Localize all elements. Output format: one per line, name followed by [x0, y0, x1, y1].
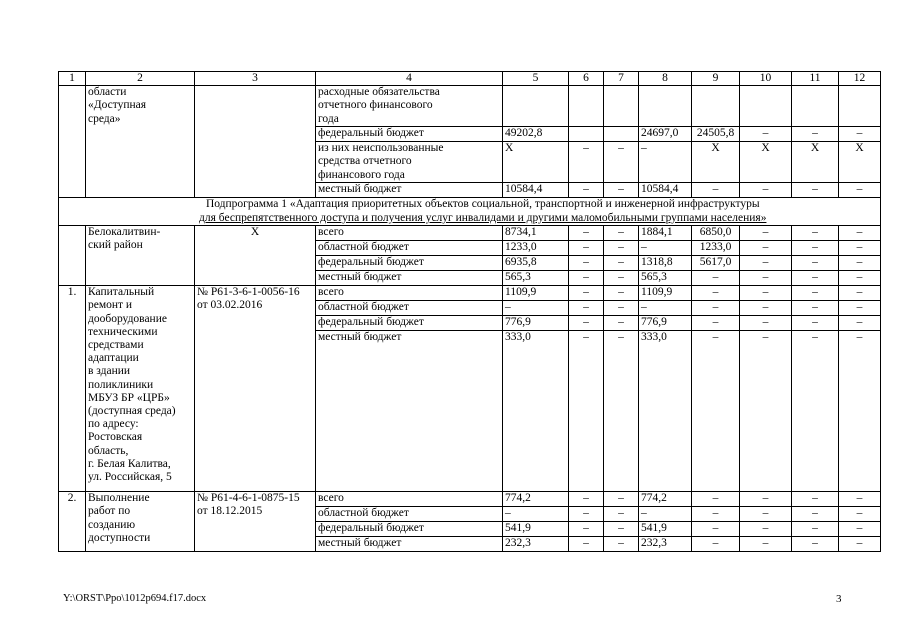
- table-cell: [59, 226, 86, 286]
- budget-description: областной бюджет: [316, 507, 503, 522]
- program-name-cell: [86, 86, 195, 198]
- item-name-line: Выполнение: [88, 492, 150, 505]
- value-cell: –: [839, 331, 881, 492]
- item-name-line: доступности: [88, 531, 151, 544]
- value-cell: [639, 86, 692, 127]
- value-cell: –: [839, 286, 881, 301]
- value-cell: 10584,4: [503, 183, 569, 198]
- subprogram-title-line: для беспрепятственного доступа и получения услуг инвалидами и другими маломобильными группами населения»: [199, 211, 767, 224]
- table-cell: [195, 86, 316, 198]
- district-name-line: ский район: [88, 239, 143, 252]
- header-cell: 8: [639, 72, 692, 86]
- value-cell: 49202,8: [503, 127, 569, 142]
- header-cell: 11: [792, 72, 839, 86]
- value-cell: –: [740, 507, 792, 522]
- value-cell: 565,3: [639, 271, 692, 286]
- item-doc-line: № Р61-3-6-1-0056-16: [197, 286, 300, 299]
- table-row: [59, 492, 881, 507]
- value-cell: –: [569, 331, 604, 492]
- header-cell: 3: [195, 72, 316, 86]
- table-row: [59, 86, 881, 127]
- value-cell: –: [503, 301, 569, 316]
- value-cell: 565,3: [503, 271, 569, 286]
- value-cell: –: [839, 241, 881, 256]
- value-cell: 1884,1: [639, 226, 692, 241]
- value-cell: –: [639, 301, 692, 316]
- value-cell: –: [692, 301, 740, 316]
- item-name-line: средствами: [88, 339, 144, 352]
- value-cell: –: [604, 492, 639, 507]
- subprogram-title: [86, 198, 881, 226]
- description-line: средства отчетного: [318, 155, 412, 168]
- value-cell: –: [639, 241, 692, 256]
- value-cell: –: [792, 286, 839, 301]
- table-cell: [59, 86, 86, 198]
- value-cell: 776,9: [639, 316, 692, 331]
- value-cell: –: [692, 492, 740, 507]
- table-row: [59, 286, 881, 301]
- value-cell: –: [740, 522, 792, 537]
- description-line: года: [318, 112, 339, 125]
- value-cell: –: [604, 286, 639, 301]
- table-row: [59, 226, 881, 241]
- value-cell: –: [604, 301, 639, 316]
- value-cell: 24505,8: [692, 127, 740, 142]
- header-cell: 5: [503, 72, 569, 86]
- budget-description: местный бюджет: [316, 271, 503, 286]
- value-cell: 776,9: [503, 316, 569, 331]
- value-cell: 232,3: [639, 537, 692, 552]
- item-name-line: по адресу:: [88, 418, 139, 431]
- value-cell: 541,9: [503, 522, 569, 537]
- item-name-line: адаптации: [88, 352, 139, 365]
- budget-description: областной бюджет: [316, 301, 503, 316]
- item-name-line: техническими: [88, 325, 158, 338]
- item-name-line: область,: [88, 444, 129, 457]
- item-name-line: Ростовская: [88, 431, 143, 444]
- item-doc-line: от 18.12.2015: [197, 505, 263, 518]
- budget-description: федеральный бюджет: [316, 316, 503, 331]
- item-name-line: работ по: [88, 505, 131, 518]
- value-cell: –: [792, 507, 839, 522]
- value-cell: [604, 86, 639, 127]
- value-cell: –: [604, 522, 639, 537]
- item-doc-cell: [195, 492, 316, 552]
- table-body: [59, 72, 881, 552]
- value-cell: –: [569, 226, 604, 241]
- header-cell: 12: [839, 72, 881, 86]
- item-name-line: Капитальный: [88, 286, 155, 299]
- header-cell: 1: [59, 72, 86, 86]
- value-cell: –: [839, 256, 881, 271]
- value-cell: –: [569, 316, 604, 331]
- item-number: 1.: [59, 286, 86, 492]
- value-cell: 333,0: [639, 331, 692, 492]
- value-cell: –: [569, 507, 604, 522]
- footer-file-path: Y:\ORST\Ppo\1012p694.f17.docx: [63, 593, 207, 604]
- value-cell: –: [792, 331, 839, 492]
- value-cell: –: [692, 537, 740, 552]
- value-cell: –: [692, 271, 740, 286]
- value-cell: –: [839, 507, 881, 522]
- value-cell: –: [740, 492, 792, 507]
- header-cell: 2: [86, 72, 195, 86]
- value-cell: –: [839, 301, 881, 316]
- district-name-line: Белокалитвин-: [88, 226, 161, 239]
- header-cell: 10: [740, 72, 792, 86]
- value-cell: –: [639, 507, 692, 522]
- budget-description: областной бюджет: [316, 241, 503, 256]
- value-cell: –: [604, 142, 639, 183]
- budget-description: всего: [316, 492, 503, 507]
- value-cell: –: [692, 316, 740, 331]
- value-cell: –: [569, 183, 604, 198]
- value-cell: X: [503, 142, 569, 183]
- item-name-line: г. Белая Калитва,: [88, 457, 171, 470]
- value-cell: –: [740, 286, 792, 301]
- value-cell: –: [740, 316, 792, 331]
- budget-description: федеральный бюджет: [316, 522, 503, 537]
- value-cell: –: [503, 507, 569, 522]
- budget-description: [316, 183, 503, 198]
- value-cell: 1233,0: [692, 241, 740, 256]
- budget-description: всего: [316, 226, 503, 241]
- value-cell: X: [692, 142, 740, 183]
- value-cell: –: [569, 522, 604, 537]
- item-name-line: ремонт и: [88, 299, 133, 312]
- value-cell: –: [604, 316, 639, 331]
- budget-description: всего: [316, 286, 503, 301]
- value-cell: 8734,1: [503, 226, 569, 241]
- value-cell: 774,2: [503, 492, 569, 507]
- value-cell: –: [740, 241, 792, 256]
- value-cell: –: [639, 142, 692, 183]
- value-cell: 541,9: [639, 522, 692, 537]
- budget-description: [316, 142, 503, 183]
- item-name-line: поликлиники: [88, 378, 154, 391]
- budget-description: [316, 86, 503, 127]
- budget-description: местный бюджет: [316, 537, 503, 552]
- value-cell: –: [604, 271, 639, 286]
- value-cell: –: [604, 256, 639, 271]
- value-cell: 1109,9: [503, 286, 569, 301]
- value-cell: –: [792, 537, 839, 552]
- value-cell: –: [692, 522, 740, 537]
- value-cell: –: [792, 256, 839, 271]
- value-cell: –: [792, 271, 839, 286]
- value-cell: –: [740, 537, 792, 552]
- value-cell: –: [740, 226, 792, 241]
- value-cell: –: [692, 183, 740, 198]
- value-cell: –: [839, 492, 881, 507]
- value-cell: 1109,9: [639, 286, 692, 301]
- value-cell: 333,0: [503, 331, 569, 492]
- value-cell: –: [604, 241, 639, 256]
- header-cell: 7: [604, 72, 639, 86]
- value-cell: –: [569, 537, 604, 552]
- item-name-line: МБУЗ БР «ЦРБ»: [88, 391, 170, 404]
- value-cell: –: [569, 492, 604, 507]
- value-cell: –: [740, 301, 792, 316]
- value-cell: –: [604, 183, 639, 198]
- value-cell: 1233,0: [503, 241, 569, 256]
- district-name-cell: [86, 226, 195, 286]
- item-name-cell: [86, 286, 195, 492]
- value-cell: –: [604, 507, 639, 522]
- program-name-line: области: [88, 86, 127, 99]
- value-cell: [792, 86, 839, 127]
- header-cell: 4: [316, 72, 503, 86]
- value-cell: –: [839, 183, 881, 198]
- subprogram-title-line: Подпрограмма 1 «Адаптация приоритетных объектов социальной, транспортной и инженерной инфраструктуры: [205, 198, 760, 211]
- header-cell: 9: [692, 72, 740, 86]
- value-cell: –: [569, 241, 604, 256]
- value-cell: –: [839, 537, 881, 552]
- value-cell: 6850,0: [692, 226, 740, 241]
- value-cell: –: [792, 183, 839, 198]
- value-cell: –: [604, 537, 639, 552]
- value-cell: –: [569, 301, 604, 316]
- value-cell: –: [839, 271, 881, 286]
- value-cell: –: [692, 507, 740, 522]
- subprogram-row: [59, 198, 881, 226]
- item-name-cell: [86, 492, 195, 552]
- value-cell: –: [792, 241, 839, 256]
- value-cell: [569, 86, 604, 127]
- value-cell: [692, 86, 740, 127]
- value-cell: 1318,8: [639, 256, 692, 271]
- header-row: [59, 72, 881, 86]
- value-cell: 6935,8: [503, 256, 569, 271]
- value-cell: –: [604, 331, 639, 492]
- value-cell: –: [839, 316, 881, 331]
- value-cell: [503, 86, 569, 127]
- value-cell: –: [792, 226, 839, 241]
- value-cell: 10584,4: [639, 183, 692, 198]
- value-cell: –: [740, 256, 792, 271]
- item-name-line: дооборудование: [88, 312, 167, 325]
- value-cell: [740, 86, 792, 127]
- description-line: финансового года: [318, 168, 405, 181]
- budget-table: [58, 71, 881, 552]
- budget-description: федеральный бюджет: [316, 256, 503, 271]
- value-cell: –: [740, 127, 792, 142]
- item-name-line: ул. Российская, 5: [88, 471, 172, 484]
- value-cell: [604, 127, 639, 142]
- value-cell: X: [839, 142, 881, 183]
- value-cell: 774,2: [639, 492, 692, 507]
- value-cell: –: [839, 127, 881, 142]
- value-cell: –: [792, 522, 839, 537]
- item-name-line: в здании: [88, 365, 131, 378]
- description-line: расходные обязательства: [318, 86, 440, 99]
- item-name-line: (доступная среда): [88, 405, 176, 418]
- program-name-line: «Доступная: [88, 99, 147, 112]
- value-cell: –: [740, 183, 792, 198]
- item-doc-line: № Р61-4-6-1-0875-15: [197, 492, 300, 505]
- budget-description: [316, 127, 503, 142]
- program-name-line: среда»: [88, 112, 121, 125]
- value-cell: –: [740, 331, 792, 492]
- value-cell: [569, 127, 604, 142]
- value-cell: –: [569, 256, 604, 271]
- table-cell: [59, 198, 86, 226]
- value-cell: –: [792, 127, 839, 142]
- value-cell: –: [604, 226, 639, 241]
- district-doc-cell: X: [195, 226, 316, 286]
- value-cell: –: [569, 286, 604, 301]
- value-cell: –: [839, 226, 881, 241]
- description-line: из них неиспользованные: [318, 142, 444, 155]
- value-cell: –: [792, 301, 839, 316]
- value-cell: –: [692, 286, 740, 301]
- value-cell: –: [792, 492, 839, 507]
- page-number: 3: [836, 593, 842, 605]
- description-line: федеральный бюджет: [318, 127, 424, 140]
- item-number: 2.: [59, 492, 86, 552]
- description-line: местный бюджет: [318, 183, 402, 196]
- value-cell: 232,3: [503, 537, 569, 552]
- budget-description: местный бюджет: [316, 331, 503, 492]
- value-cell: [839, 86, 881, 127]
- item-name-line: созданию: [88, 518, 136, 531]
- value-cell: –: [692, 331, 740, 492]
- value-cell: –: [569, 142, 604, 183]
- item-doc-line: от 03.02.2016: [197, 299, 263, 312]
- value-cell: –: [839, 522, 881, 537]
- header-cell: 6: [569, 72, 604, 86]
- value-cell: 24697,0: [639, 127, 692, 142]
- value-cell: X: [740, 142, 792, 183]
- value-cell: –: [569, 271, 604, 286]
- value-cell: X: [792, 142, 839, 183]
- item-doc-cell: [195, 286, 316, 492]
- value-cell: –: [792, 316, 839, 331]
- value-cell: –: [740, 271, 792, 286]
- value-cell: 5617,0: [692, 256, 740, 271]
- description-line: отчетного финансового: [318, 99, 433, 112]
